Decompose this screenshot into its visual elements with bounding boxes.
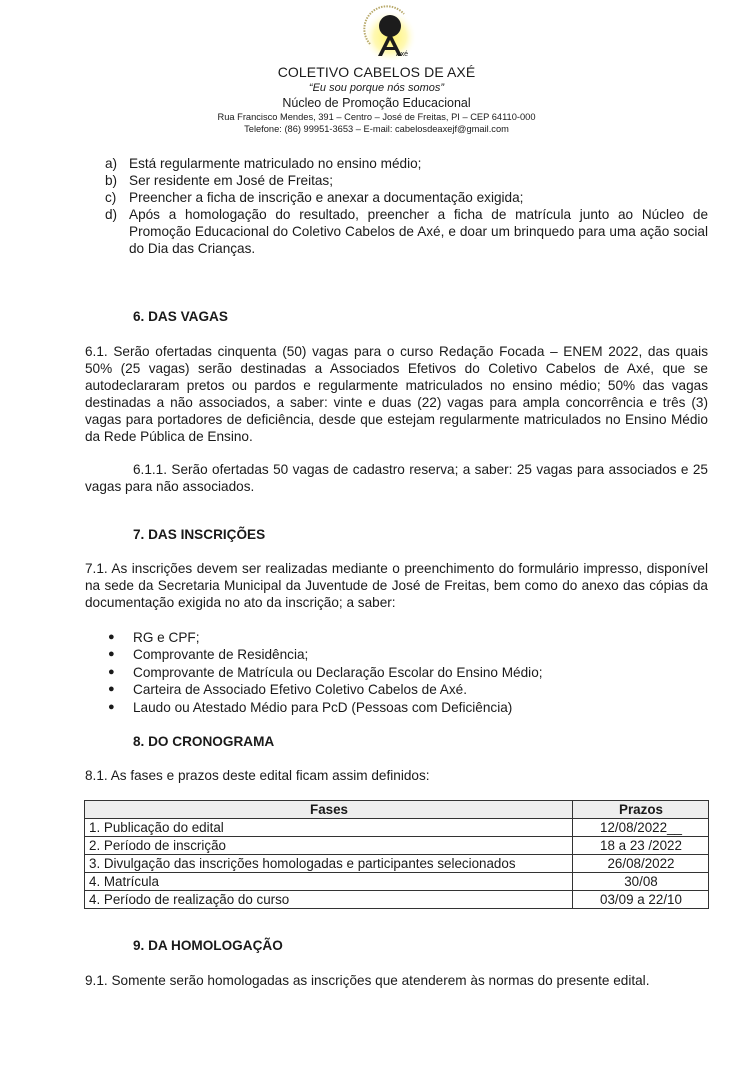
- requirement-text: Após a homologação do resultado, preencher a ficha de matrícula junto ao Núcleo de Promoção Educacional do Coletivo Cabelos de Axé, e doar um brinquedo para uma ação social do Dia das Crianças.: [129, 207, 708, 256]
- list-marker: b): [105, 173, 118, 188]
- deadline-cell: 26/08/2022: [573, 855, 709, 873]
- organization-contact: Telefone: (86) 99951-3653 – E-mail: cabelosdeaxejf@gmail.com: [244, 124, 509, 134]
- paragraph-9-1: 9.1. Somente serão homologadas as inscrições que atenderem às normas do presente edital.: [85, 973, 650, 988]
- deadline-cell: 03/09 a 22/10: [573, 891, 709, 909]
- document-item: [108, 681, 543, 698]
- phase-cell: 3. Divulgação das inscrições homologadas e participantes selecionados: [85, 855, 573, 873]
- schedule-table: [84, 800, 709, 909]
- list-marker: a): [105, 156, 118, 171]
- document-text: Carteira de Associado Efetivo Coletivo Cabelos de Axé.: [133, 682, 467, 698]
- table-row: [85, 819, 709, 837]
- document-item: [108, 664, 543, 681]
- document-text: Comprovante de Matrícula ou Declaração Escolar do Ensino Médio;: [133, 664, 543, 680]
- requirement-item: [105, 189, 708, 206]
- list-marker: c): [105, 190, 117, 205]
- table-row: [85, 891, 709, 909]
- organization-address: Rua Francisco Mendes, 391 – Centro – José de Freitas, PI – CEP 64110-000: [217, 112, 536, 122]
- table-row: [85, 855, 709, 873]
- document-item: [108, 699, 543, 716]
- bullet-icon: ●: [108, 683, 115, 696]
- section-title-vagas: 6. DAS VAGAS: [133, 309, 228, 324]
- paragraph-8-1: 8.1. As fases e prazos deste edital ficam assim definidos:: [85, 768, 430, 783]
- section-title-inscricoes: 7. DAS INSCRIÇÕES: [133, 527, 266, 542]
- paragraph-6-1: 6.1. Serão ofertadas cinquenta (50) vagas para o curso Redação Focada – ENEM 2022, das quais 50% (25 vagas) serão destinadas a Associados Efetivos do Coletivo Cabelos de Axé, que se autodeclararam pretos ou pardos e regularmente matriculados no ensino médio; 50% das vagas destinadas a não associados, a saber: vinte e duas (22) vagas para ampla concorrência e três (3) vagas para portadores de deficiência, desde que estejam regularmente matriculados no Ensino Médio da Rede Pública de Ensino.: [85, 344, 708, 444]
- requirement-text: Ser residente em José de Freitas;: [129, 173, 333, 188]
- document-item: [108, 629, 543, 646]
- paragraph-6-1-1: 6.1.1. Serão ofertadas 50 vagas de cadastro reserva; a saber: 25 vagas para associados e 25 vagas para não associados.: [85, 462, 708, 494]
- requirement-text: Preencher a ficha de inscrição e anexar a documentação exigida;: [129, 190, 524, 205]
- deadline-cell: 12/08/2022__: [573, 819, 709, 837]
- organization-motto: “Eu sou porque nós somos”: [308, 82, 445, 94]
- phase-cell: 1. Publicação do edital: [85, 819, 573, 837]
- requirement-item: [105, 172, 708, 189]
- phase-cell: 2. Período de inscrição: [85, 837, 573, 855]
- column-header-fases: Fases: [85, 801, 573, 819]
- bullet-icon: ●: [108, 631, 115, 643]
- section-title-homologacao: 9. DA HOMOLOGAÇÃO: [133, 938, 283, 953]
- requirements-list: [105, 155, 708, 257]
- table-row: [85, 837, 709, 855]
- requirement-item: [105, 155, 708, 172]
- deadline-cell: 18 a 23 /2022: [573, 837, 709, 855]
- organization-unit: Núcleo de Promoção Educacional: [282, 96, 471, 110]
- document-item: [108, 646, 543, 663]
- document-text: Comprovante de Residência;: [133, 647, 309, 663]
- paragraph-7-1: 7.1. As inscrições devem ser realizadas mediante o preenchimento do formulário impresso, disponível na sede da Secretaria Municipal da Juventude de José de Freitas, bem como do anexo das cópias da documentação exigida no ato da inscrição; a saber:: [85, 561, 708, 610]
- section-title-cronograma: 8. DO CRONOGRAMA: [133, 734, 275, 749]
- organization-name: COLETIVO CABELOS DE AXÉ: [277, 64, 476, 80]
- document-text: RG e CPF;: [133, 630, 200, 645]
- documents-list: [108, 629, 543, 716]
- requirement-text: Está regularmente matriculado no ensino médio;: [129, 156, 422, 171]
- phase-cell: 4. Matrícula: [85, 873, 573, 891]
- document-text: Laudo ou Atestado Médio para PcD (Pessoas com Deficiência): [133, 699, 513, 715]
- deadline-cell: 30/08: [573, 873, 709, 891]
- bullet-icon: ●: [108, 665, 115, 678]
- coletivo-logo-icon: [360, 4, 418, 60]
- list-marker: d): [105, 207, 118, 222]
- table-header-row: [85, 801, 709, 819]
- bullet-icon: ●: [108, 648, 115, 661]
- phase-cell: 4. Período de realização do curso: [85, 891, 573, 909]
- column-header-prazos: Prazos: [573, 801, 709, 819]
- logo-text: Axé: [396, 51, 409, 58]
- bullet-icon: ●: [108, 700, 115, 713]
- requirement-item: [105, 206, 708, 257]
- table-row: [85, 873, 709, 891]
